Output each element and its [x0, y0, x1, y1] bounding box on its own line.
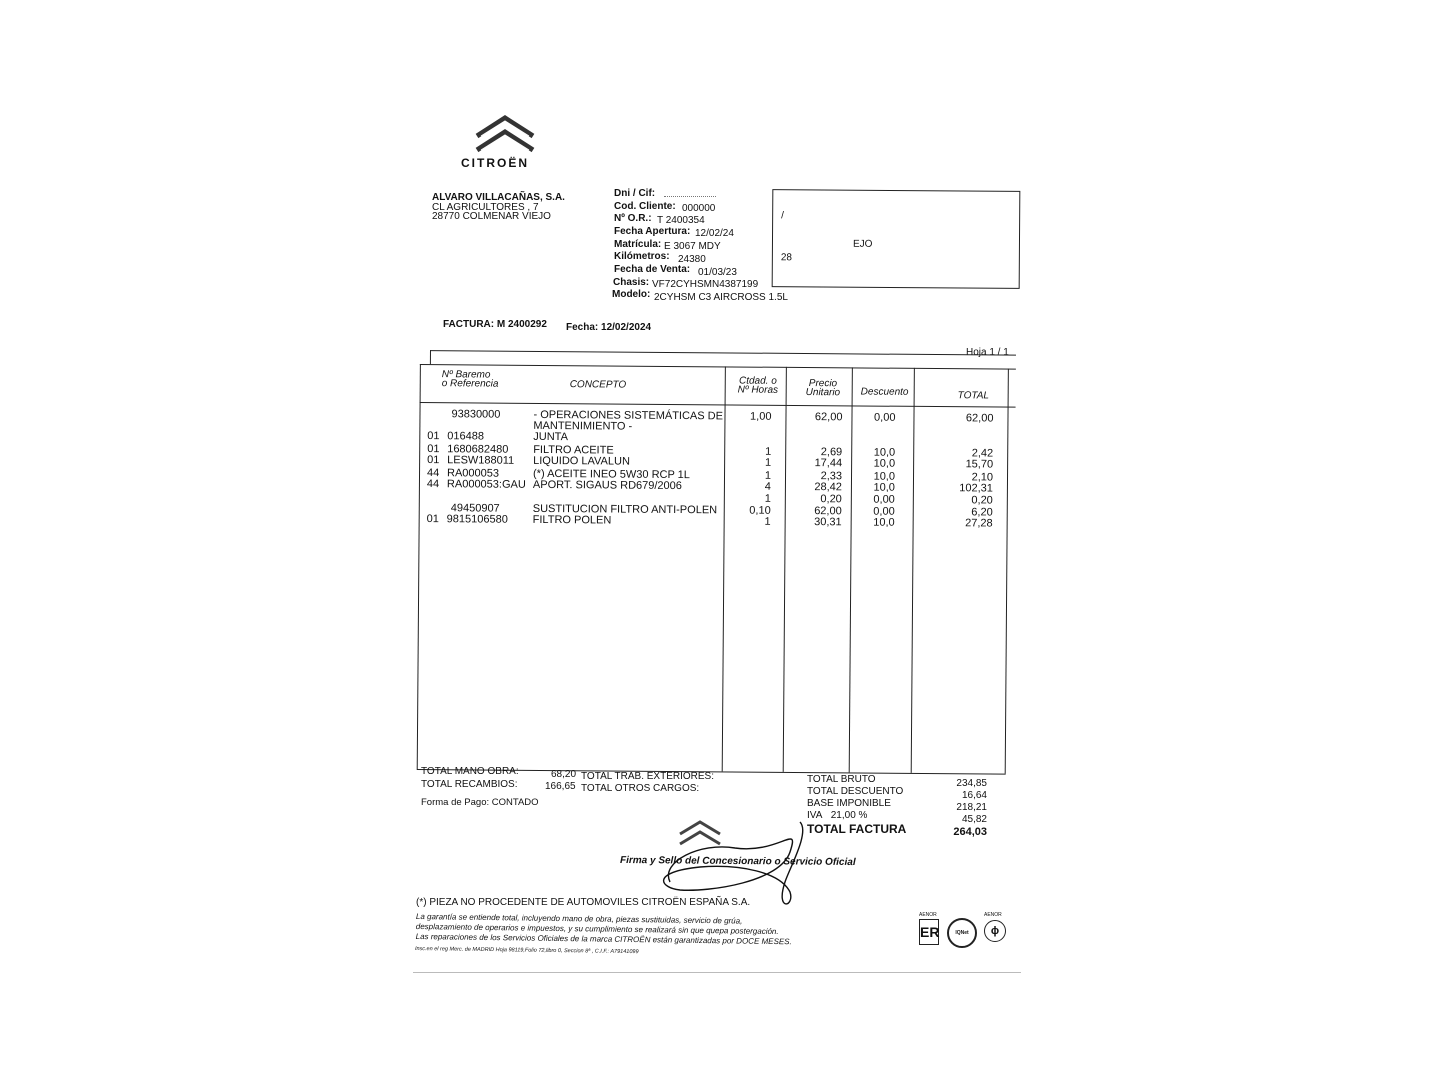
client-value: 000000	[682, 203, 716, 214]
vat-rate: 21,00 %	[830, 810, 868, 821]
row-price: 2,69	[820, 446, 843, 459]
aenor-label-2: AENOR	[984, 912, 1002, 918]
summary-right	[807, 774, 991, 840]
customer-line-mark: /	[781, 210, 784, 222]
client-label: Cod. Cliente:	[614, 201, 676, 212]
header-qty-line1: Ctdad. o	[738, 375, 777, 387]
header-qty-line2: Nº Horas	[737, 384, 779, 396]
payment-label: Forma de Pago:	[421, 797, 490, 808]
company-city: 28770 COLMENAR VIEJO	[432, 211, 551, 222]
base-value: 218,21	[956, 802, 987, 813]
labor-label: TOTAL MANO OBRA:	[421, 766, 519, 777]
row-total: 2,42	[971, 447, 994, 460]
customer-line-1: EJO	[852, 238, 873, 250]
km-value: 24380	[678, 254, 706, 265]
header-price	[806, 379, 841, 397]
row-concept: - OPERACIONES SISTEMÁTICAS DE	[533, 408, 724, 423]
ext-label: TOTAL TRAB. EXTERIORES:	[581, 771, 714, 782]
row-qty: 0,10	[749, 504, 771, 517]
company-name: ALVARO VILLACAÑAS, S.A.	[432, 192, 565, 203]
row-total: 102,31	[959, 482, 993, 495]
payment	[421, 797, 539, 808]
or-label: Nº O.R.:	[614, 213, 652, 224]
iqnet-icon	[947, 918, 977, 948]
row-price: 62,00	[814, 411, 843, 424]
row-discount: 0,00	[873, 493, 895, 506]
row-ref: 016488	[447, 430, 485, 443]
payment-value: CONTADO	[491, 797, 539, 808]
row-ref: LESW188011	[447, 454, 515, 467]
other-label: TOTAL OTROS CARGOS:	[581, 783, 700, 794]
row-concept: (*) ACEITE INEO 5W30 RCP 1L	[532, 467, 690, 482]
row-price: 30,31	[814, 516, 842, 529]
opened-value: 12/02/24	[695, 228, 734, 239]
row-price: 28,42	[814, 481, 842, 494]
invoice-number-label: FACTURA:	[443, 319, 495, 330]
km-label: Kilómetros:	[614, 251, 670, 262]
row-prefix: 01	[427, 454, 440, 467]
sale-value: 01/03/23	[698, 267, 737, 278]
vat-value: 45,82	[961, 814, 987, 825]
header-discount: Descuento	[860, 386, 909, 398]
row-concept: JUNTA	[533, 430, 569, 444]
header-ref	[442, 370, 499, 388]
invoice-date-label: Fecha:	[566, 322, 599, 333]
row-total: 27,28	[965, 517, 993, 530]
registry-text: Insc.en el reg Merc. de MADRID Hoja 98119,Folio 72,libro 0, Seccion 8ª , C.I.F.: A79141099	[414, 946, 639, 956]
customer-address-box	[772, 189, 1021, 289]
opened-label: Fecha Apertura:	[614, 226, 691, 237]
brand-name: CITROËN	[461, 156, 529, 170]
row-prefix: 44	[426, 467, 440, 480]
base-label: BASE IMPONIBLE	[807, 798, 891, 809]
aenor-er-icon: ER	[919, 919, 939, 945]
gross-label: TOTAL BRUTO	[807, 774, 876, 785]
row-discount: 0,00	[873, 505, 895, 518]
redacted-dni	[664, 193, 716, 197]
row-qty: 1	[764, 492, 771, 505]
row-total: 62,00	[965, 412, 994, 425]
vat-label-text: IVA	[807, 810, 823, 821]
row-total: 0,20	[971, 494, 993, 507]
guarantee-text	[416, 912, 793, 947]
plate-label: Matrícula:	[614, 239, 662, 250]
row-discount: 10,0	[873, 481, 895, 494]
row-discount: 10,0	[873, 516, 895, 529]
invoice-total-value: 264,03	[953, 826, 987, 838]
row-concept: APORT. SIGAUS RD679/2006	[532, 478, 682, 493]
row-ref: 9815106580	[446, 513, 508, 526]
invoice-number-value: M 2400292	[496, 319, 547, 330]
header-qty	[738, 376, 778, 394]
invoice-date-value: 12/02/2024	[601, 322, 652, 333]
header-price-line1: Precio	[808, 378, 838, 390]
row-prefix: 44	[426, 478, 440, 491]
row-discount: 0,00	[874, 411, 896, 424]
citroen-chevrons-icon	[455, 110, 555, 160]
aenor-circle-icon: ϕ	[984, 920, 1006, 942]
discount-label: TOTAL DESCUENTO	[807, 786, 904, 797]
row-discount: 10,0	[873, 446, 896, 459]
customer-line-2: 28	[780, 252, 793, 264]
plate-value: E 3067 MDY	[664, 241, 721, 252]
items-table	[417, 350, 1016, 780]
signature-caption: Firma y Sello del Concesionario o Servicio Oficial	[619, 854, 856, 869]
row-qty: 1	[764, 515, 771, 528]
row-price: 62,00	[814, 505, 842, 518]
row-total: 15,70	[965, 458, 994, 471]
gross-value: 234,85	[956, 778, 987, 789]
header-ref-line1: Nº Baremo	[441, 369, 491, 381]
guarantee-line-3: Las reparaciones de los Servicios Oficiales de la marca CITROËN están garantizadas por DOCE MESES.	[415, 931, 792, 947]
guarantee-line-1: La garantía se entiende total, incluyendo mano de obra, piezas sustituidas, servicio de grúa,	[415, 912, 743, 926]
discount-value: 16,64	[961, 790, 987, 801]
row-concept: FILTRO POLEN	[532, 513, 612, 527]
chassis-value: VF72CYHSMN4387199	[652, 279, 759, 290]
guarantee-line-2: desplazamiento de operarios e impuestos, y su cumplimiento se realizará sin que quepa postergación.	[415, 921, 779, 937]
parts-label: TOTAL RECAMBIOS:	[421, 779, 518, 790]
or-value: T 2400354	[657, 215, 705, 226]
citroen-logo	[455, 110, 555, 172]
footer-divider	[413, 972, 1021, 973]
row-total: 2,10	[971, 471, 994, 484]
row-ref: RA000053:GAU	[446, 478, 526, 491]
row-qty: 1	[764, 469, 772, 482]
row-qty: 1	[764, 456, 772, 469]
row-ref: RA000053	[446, 467, 500, 480]
row-qty: 1	[765, 445, 772, 458]
summary-left	[421, 766, 751, 816]
row-concept: LIQUIDO LAVALUN	[533, 454, 630, 468]
row-prefix: 01	[427, 443, 440, 456]
model-label: Modelo:	[612, 289, 651, 300]
row-price: 17,44	[814, 457, 843, 470]
iqnet-label: IQNet	[955, 930, 969, 936]
row-ref: 1680682480	[447, 443, 509, 456]
vehicle-info	[614, 188, 794, 308]
invoice-total-label: TOTAL FACTURA	[807, 822, 907, 836]
row-price: 0,20	[820, 493, 842, 506]
row-total: 6,20	[971, 506, 993, 519]
model-value: 2CYHSM C3 AIRCROSS 1.5L	[654, 292, 788, 303]
header-total: TOTAL	[957, 390, 990, 402]
row-concept: FILTRO ACEITE	[533, 443, 614, 457]
row-qty: 1,00	[750, 410, 772, 423]
invoice-number	[443, 319, 547, 330]
dni-label: Dni / Cif:	[614, 188, 656, 199]
row-prefix: 01	[427, 430, 440, 443]
row-concept: MANTENIMIENTO -	[533, 419, 633, 433]
row-prefix: 01	[426, 513, 439, 526]
labor-value: 68,20	[551, 769, 577, 780]
sale-label: Fecha de Venta:	[614, 264, 691, 275]
header-price-line2: Unitario	[805, 387, 841, 399]
invoice-date	[566, 322, 651, 333]
certification-logos	[917, 912, 1009, 962]
row-qty: 4	[764, 480, 771, 493]
row-ref: 93830000	[451, 408, 501, 421]
company-address: CL AGRICULTORES , 7	[432, 202, 539, 213]
row-discount: 10,0	[873, 457, 896, 470]
row-discount: 10,0	[873, 470, 896, 483]
row-price: 2,33	[820, 470, 843, 483]
chassis-label: Chasis:	[613, 277, 650, 288]
footer-note: (*) PIEZA NO PROCEDENTE DE AUTOMOVILES CITROËN ESPAÑA S.A.	[416, 897, 751, 908]
header-concept: CONCEPTO	[569, 379, 627, 391]
row-concept: SUSTITUCION FILTRO ANTI-POLEN	[532, 502, 718, 517]
stamp-chevrons-icon	[680, 822, 720, 844]
header-ref-line2: o Referencia	[441, 378, 499, 390]
parts-value: 166,65	[545, 781, 576, 792]
aenor-label-1: AENOR	[919, 912, 937, 918]
page-indicator: Hoja 1 / 1	[966, 347, 1009, 358]
row-ref: 49450907	[450, 502, 500, 515]
